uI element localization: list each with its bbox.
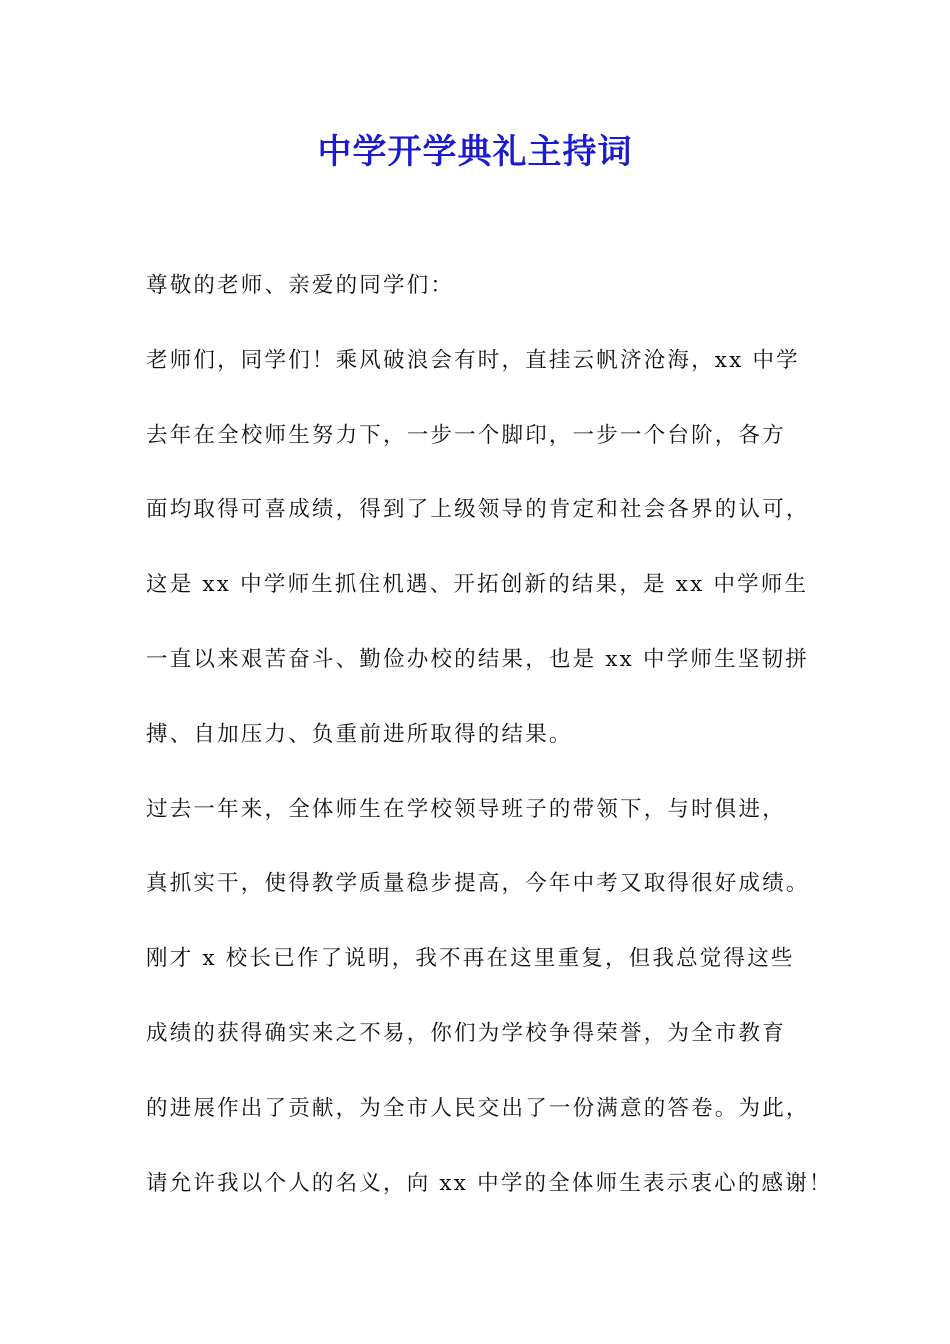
body-line: 请允许我以个人的名义，向 xx 中学的全体师生表示衷心的感谢！: [146, 1170, 833, 1196]
body-line: 成绩的获得确实来之不易，你们为学校争得荣誉，为全市教育: [146, 1020, 786, 1046]
document-body: [146, 264, 833, 1236]
document-title: 中学开学典礼主持词: [317, 132, 633, 172]
body-line: 真抓实干，使得教学质量稳步提高，今年中考又取得很好成绩。: [146, 871, 810, 897]
body-line: 去年在全校师生努力下，一步一个脚印，一步一个台阶，各方: [146, 422, 786, 448]
body-line: 老师们，同学们！乘风破浪会有时，直挂云帆济沧海，xx 中学: [146, 347, 800, 373]
body-line: 搏、自加压力、负重前进所取得的结果。: [146, 721, 573, 747]
body-line: 的进展作出了贡献，为全市人民交出了一份满意的答卷。为此，: [146, 1095, 810, 1121]
body-line: 一直以来艰苦奋斗、勤俭办校的结果，也是 xx 中学师生坚韧拼: [146, 646, 809, 672]
body-line: 刚才 x 校长已作了说明，我不再在这里重复，但我总觉得这些: [146, 946, 795, 972]
body-line: 面均取得可喜成绩，得到了上级领导的肯定和社会各界的认可，: [146, 497, 810, 523]
body-line: 这是 xx 中学师生抓住机遇、开拓创新的结果，是 xx 中学师生: [146, 572, 809, 598]
body-line: 过去一年来，全体师生在学校领导班子的带领下，与时俱进，: [146, 796, 786, 822]
salutation-line: 尊敬的老师、亲爱的同学们：: [146, 273, 455, 298]
